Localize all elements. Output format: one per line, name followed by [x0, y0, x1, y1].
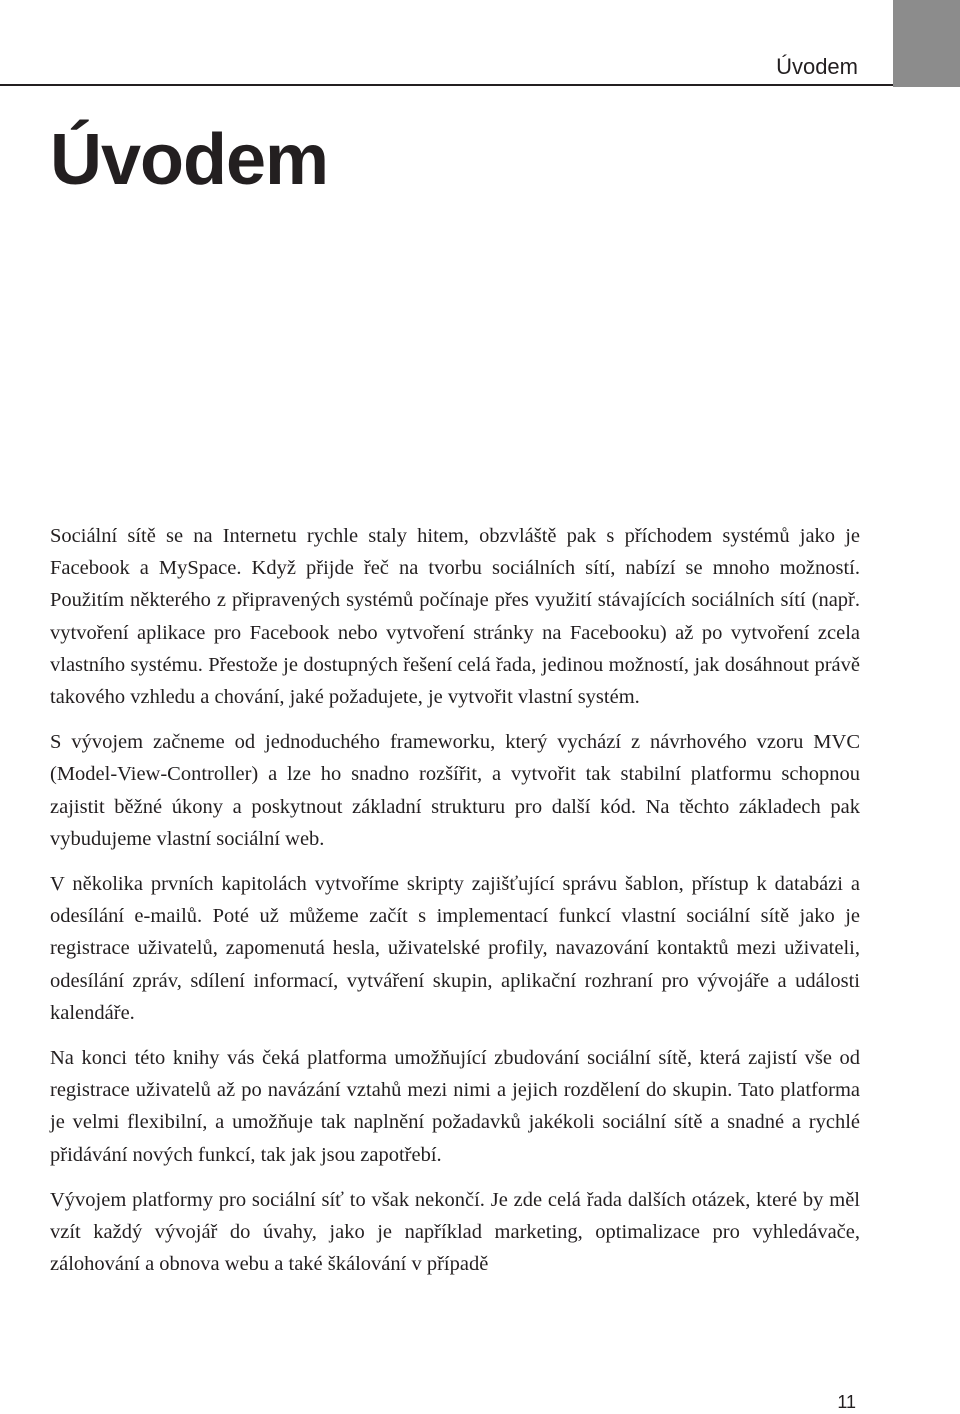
paragraph-continuation: Vývojem platformy pro sociální síť to však nekončí. Je zde celá řada dalších otázek, které by měl vzít každý vývojář do úvahy, jako je například marketing, optimalizace pro vyhledávače, zálohování a obnova webu a také škálování v případě	[50, 1188, 860, 1276]
paragraph-framework: S vývojem začneme od jednoduchého frameworku, který vychází z návrhového vzoru MVC (Model-View-Controller) a lze ho snadno rozšířit, a vytvořit tak stabilní platformu schopnou zajistit běžné úkony a poskytnout základní strukturu pro další kód. Na těchto základech pak vybudujeme vlastní sociální web.	[50, 731, 860, 850]
chapter-thumb-tab	[893, 0, 960, 87]
header-rule	[0, 84, 895, 86]
running-head: Úvodem	[776, 54, 858, 79]
paragraph-chapters: V několika prvních kapitolách vytvoříme skripty zajišťující správu šablon, přístup k databázi a odesílání e-mailů. Poté už můžeme začít s implementací funkcí vlastní sociální sítě jako je registrace uživatelů, zapomenutá hesla, uživatelské profily, navazování kontaktů mezi uživateli, odesílání zpráv, sdílení informací, vytváření skupin, aplikační rozhraní pro vývojáře a události kalendáře.	[50, 873, 860, 1024]
page-header	[0, 0, 960, 90]
paragraph-intro: Sociální sítě se na Internetu rychle staly hitem, obzvláště pak s příchodem systémů jako je Facebook a MySpace. Když přijde řeč na tvorbu sociálních sítí, nabízí se mnoho možností. Použitím některého z připravených systémů počínaje přes využití stávajících sociálních sítí (např. vytvoření aplikace pro Facebook nebo vytvoření stránky na Facebooku) až po vytvoření zcela vlastního systému. Přestože je dostupných řešení celá řada, jedinou možností, jak dosáhnout právě takového vzhledu a chování, jaké požadujete, je vytvořit vlastní systém.	[50, 525, 860, 709]
body-text	[50, 520, 860, 1293]
page-number: 11	[837, 1392, 856, 1412]
paragraph-platform: Na konci této knihy vás čeká platforma umožňující zbudování sociální sítě, která zajistí vše od registrace uživatelů až po navázání vztahů mezi nimi a jejich rozdělení do skupin. Tato platforma je velmi flexibilní, a umožňuje tak naplnění požadavků jakékoli sociální sítě a snadné a rychlé přidávání nových funkcí, tak jak jsou zapotřebí.	[50, 1047, 860, 1166]
chapter-title: Úvodem	[50, 120, 329, 200]
